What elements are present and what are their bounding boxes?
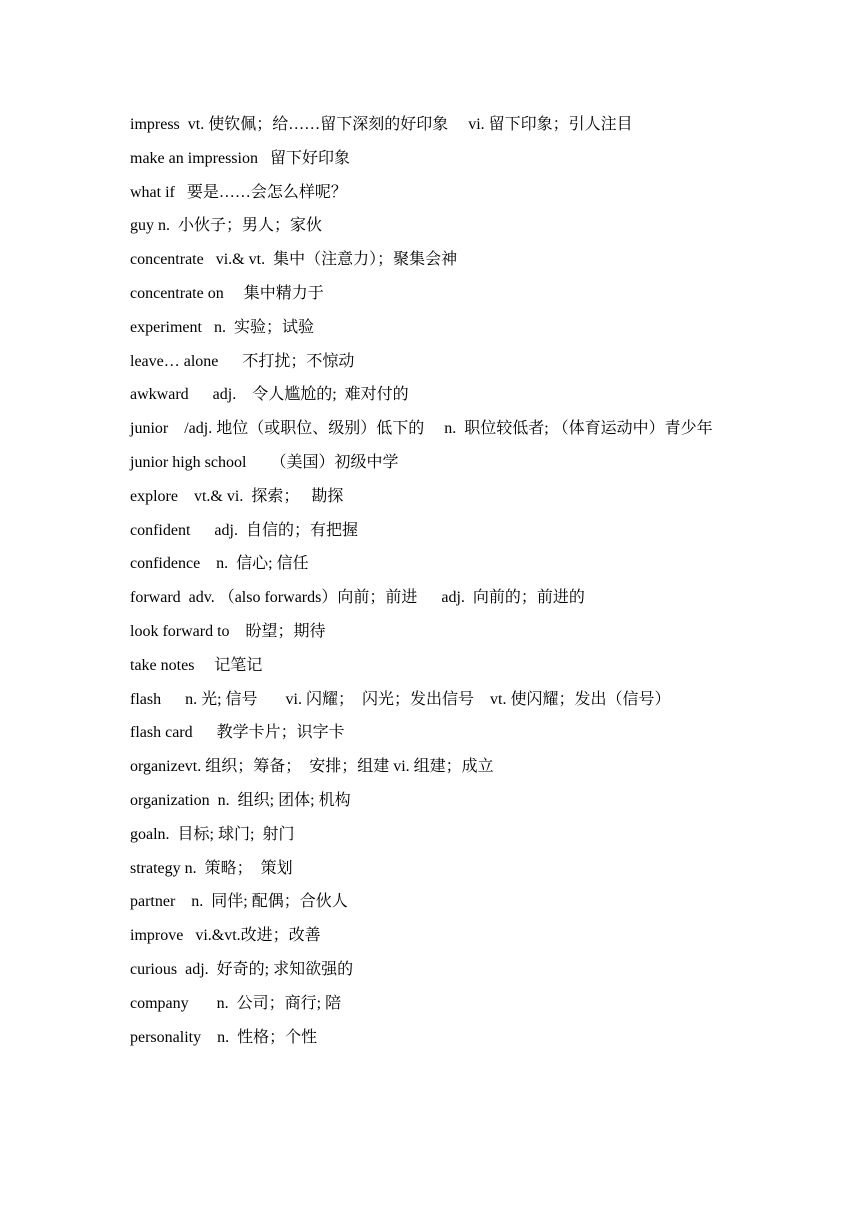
vocab-entry: confident adj. 自信的；有把握 — [130, 521, 358, 539]
vocab-entry: junior high school （美国）初级中学 — [130, 453, 399, 471]
vocab-entry: concentrate vi.& vt. 集中（注意力）；聚集会神 — [130, 251, 458, 269]
vocab-entry: goaln. 目标; 球门; 射门 — [130, 825, 295, 843]
vocab-entry: look forward to 盼望；期待 — [130, 622, 326, 640]
vocab-entry: company n. 公司；商行; 陪 — [130, 994, 342, 1012]
vocab-entry: explore vt.& vi. 探索； 勘探 — [130, 487, 344, 505]
vocab-entry: guy n. 小伙子；男人；家伙 — [130, 217, 323, 235]
vocab-entry: curious adj. 好奇的; 求知欲强的 — [130, 960, 354, 978]
vocab-entry: organization n. 组织; 团体; 机构 — [130, 791, 351, 809]
vocab-entry: impress vt. 使钦佩；给……留下深刻的好印象 vi. 留下印象；引人注目 — [130, 116, 633, 133]
vocab-entry: personality n. 性格；个性 — [130, 1028, 318, 1046]
vocab-entry: partner n. 同伴; 配偶；合伙人 — [130, 893, 348, 911]
vocab-entry: strategy n. 策略； 策划 — [130, 859, 293, 877]
vocab-entry: concentrate on 集中精力于 — [130, 284, 324, 302]
vocab-entry: forward adv. （also forwards）向前；前进 adj. 向前的；前进的 — [130, 589, 585, 607]
vocab-entry: what if 要是……会怎么样呢？ — [130, 183, 347, 201]
vocab-entry: awkward adj. 令人尴尬的; 难对付的 — [130, 386, 409, 404]
vocab-entry: confidence n. 信心; 信任 — [130, 555, 309, 573]
vocab-entry: flash n. 光; 信号 vi. 闪耀； 闪光；发出信号 vt. 使闪耀；发出（信号） — [130, 690, 671, 708]
vocab-entry: improve vi.&vt.改进；改善 — [130, 927, 321, 945]
vocab-entry: junior /adj. 地位（或职位、级别）低下的 n. 职位较低者; （体育运动中）青少年 — [130, 420, 713, 438]
vocab-entry: organizevt. 组织；筹备； 安排；组建 vi. 组建；成立 — [130, 758, 494, 776]
vocab-entry: leave… alone 不打扰；不惊动 — [130, 352, 355, 370]
vocab-entry: make an impression 留下好印象 — [130, 149, 350, 167]
vocab-entry: take notes 记笔记 — [130, 656, 263, 674]
vocabulary-list — [130, 108, 740, 1054]
vocab-entry: experiment n. 实验；试验 — [130, 318, 314, 336]
vocab-entry: flash card 教学卡片；识字卡 — [130, 724, 345, 742]
